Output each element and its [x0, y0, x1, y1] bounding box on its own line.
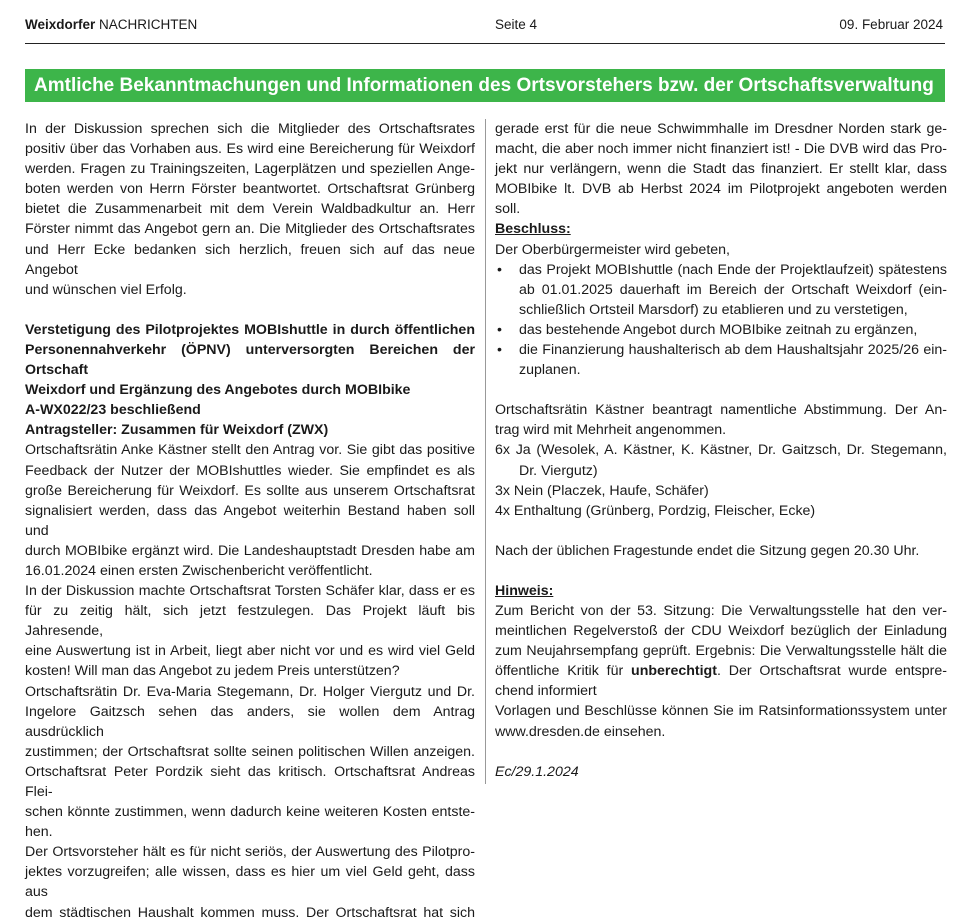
section-banner: Amtliche Bekanntmachungen und Informationen des Ortsvorstehers bzw. der Ortschaftsverwaltung: [25, 69, 945, 102]
signature: Ec/29.1.2024: [495, 763, 579, 780]
page-number: Seite 4: [495, 17, 538, 32]
vote-intro: Ortschaftsrätin Kästner beantragt namentliche Abstimmung. Der An- trag wird mit Mehrheit angenommen.: [495, 402, 947, 439]
publication-name: Weixdorfer NACHRICHTEN: [25, 17, 198, 32]
issue-date: 09. Februar 2024: [839, 17, 943, 32]
right-column: [495, 119, 947, 782]
agenda-item-title: Verstetigung des Pilotprojektes MOBIshuttle in durch öffentlichen Personennahverkehr (ÖPNV) unterversorgten Bereichen der Ortschaft Weixdorf und Ergänzung des Angebotes durch MOBIbike A-WX022/23 beschließend: [25, 321, 475, 419]
beschluss-heading: Beschluss:: [495, 221, 571, 238]
list-item: • das Projekt MOBIshuttle (nach Ende der Projektlaufzeit) spätestens ab 01.01.2025 dauerhaft im Bereich der Ortschaft Weixdorf (ein- schließlich Ortsteil Marsdorf) zu etablieren und zu verstetigen,: [497, 261, 947, 318]
vote-abstain: 4x Enthaltung (Grünberg, Pordzig, Fleischer, Ecke): [495, 502, 816, 519]
page-header: [25, 17, 945, 39]
intro-paragraph: In der Diskussion sprechen sich die Mitglieder des Ortschaftsrates positiv über das Vorhaben aus. Es wird eine Bereicherung für Weixdorf werden. Fragen zu Trainingszeiten, Lagerplätzen und speziellen Ange- boten werden von Herrn Förster beantwortet. Ortschaftsrat Grünberg bietet die Zusammenarbeit mit dem Verein Waldbadkultur an. Herr Förster nimmt das Angebot gern an. Die Mitglieder des Ortschaftsrates und Herr Ecke bedanken sich herzlich, freuen sich auf das neue Angebot und wünschen viel Erfolg.: [25, 121, 475, 298]
hinweis-text: Zum Bericht von der 53. Sitzung: Die Verwaltungsstelle hat den ver- meintlichen Regelverstoß der CDU Weixdorf bezüglich der Einladung zum Neujahrsempfang geprüft. Ergebnis: Die Verwaltungsstelle hält die öffentliche Kritik für unberechtigt. Der Ortschaftsrat wurde entspre- chend informiert Vorlagen und Beschlüsse können Sie im Ratsinformationssystem unter www.dresden.de einsehen.: [495, 602, 948, 740]
continued-text: gerade erst für die neue Schwimmhalle im Dresdner Norden stark ge- macht, die aber noch immer nicht finanziert ist! - Die DVB wird das Pro- jekt nur verlängern, wenn die Stadt das finanziert. Er stellt klar, dass MOBIbike lt. DVB ab Herbst 2024 im Pilotprojekt angeboten werden soll.: [495, 121, 947, 218]
beschluss-list: [495, 260, 947, 381]
bullet-icon: •: [497, 261, 502, 278]
vote-no: 3x Nein (Placzek, Haufe, Schäfer): [495, 482, 709, 499]
vote-yes: 6x Ja (Wesolek, A. Kästner, K. Kästner, Dr. Gaitzsch, Dr. Stegemann,: [495, 442, 947, 459]
list-item: • das bestehende Angebot durch MOBIbike zeitnah zu ergänzen,: [495, 320, 947, 340]
beschluss-intro: Der Oberbürgermeister wird gebeten,: [495, 241, 730, 258]
bullet-icon: •: [497, 321, 502, 338]
header-rule: [25, 43, 945, 44]
vote-results: 6x Ja (Wesolek, A. Kästner, K. Kästner, Dr. Gaitzsch, Dr. Stegemann, Dr. Viergutz) 3x Nein (Placzek, Haufe, Schäfer) 4x Enthaltung (Grünberg, Pordzig, Fleischer, Ecke): [495, 440, 947, 520]
applicant: Antragsteller: Zusammen für Weixdorf (ZWX): [25, 422, 329, 439]
column-divider: [485, 119, 486, 784]
discussion-text: Ortschaftsrätin Anke Kästner stellt den Antrag vor. Sie gibt das positive Feedback der Nutzer der MOBIshuttles wieder. Sie empfindet es als große Bereicherung für Weixdorf. Es sollte aus unserem Ortschaftsrat signalisiert werden, dass das Angebot weiterhin Bestand haben soll und durch MOBIbike ergänzt wird. Die Landeshauptstadt Dresden habe am 16.01.2024 einen ersten Zwischenbericht veröffentlicht. In der Diskussion machte Ortschaftsrat Torsten Schäfer klar, dass er es für zu zeitig hält, sich jetzt festzulegen. Das Projekt läuft bis Jahresende, eine Auswertung ist in Arbeit, liegt aber nicht vor und es wird viel Geld kosten! Will man das Angebot zu jedem Preis unterstützen? Ortschaftsrätin Dr. Eva-Maria Stegemann, Dr. Holger Viergutz und Dr. Ingelore Gaitzsch sehen das anders, sie wollen dem Antrag ausdrücklich zustimmen; der Ortschaftsrat sollte seinen politischen Willen anzeigen. Ortschaftsrat Peter Pordzik sieht das kritisch. Ortschaftsrat Andreas Flei- schen könnte zustimmen, wenn dadurch keine weiteren Kosten entste- hen. Der Ortsvorsteher hält es für nicht seriös, der Auswertung des Pilotpro- jektes vorzugreifen; alle wissen, dass es hier um viel Geld geht, dass aus dem städtischen Haushalt kommen muss. Der Ortschaftsrat hat sich: [25, 442, 475, 921]
left-column: [25, 119, 475, 923]
closing-note: Nach der üblichen Fragestunde endet die Sitzung gegen 20.30 Uhr.: [495, 542, 920, 559]
list-item: • die Finanzierung haushalterisch ab dem Haushaltsjahr 2025/26 ein- zuplanen.: [497, 342, 947, 379]
hinweis-heading: Hinweis:: [495, 582, 554, 599]
bullet-icon: •: [497, 342, 502, 359]
